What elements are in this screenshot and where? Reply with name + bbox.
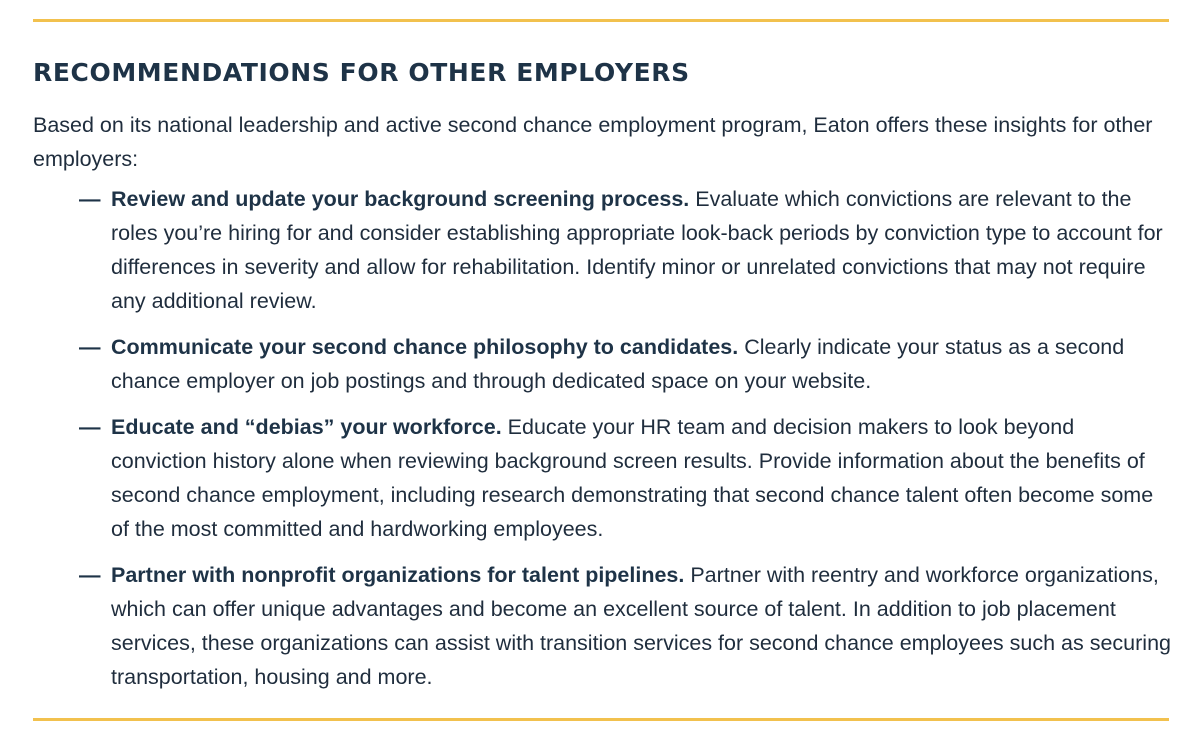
item-lead: Communicate your second chance philosophy to candidates. bbox=[111, 335, 745, 359]
item-text: Educate your HR team and decision makers to look beyond conviction history alone when reviewing background screen results. Provide information about the benefits of second chance employment, including research demonstrating that second chance talent often become some of the most committed and hardworking employees. bbox=[111, 415, 1154, 541]
bullet-dash: — bbox=[79, 563, 101, 587]
bullet-dash: — bbox=[79, 187, 101, 211]
item-lead: Partner with nonprofit organizations for talent pipelines. bbox=[111, 563, 691, 587]
item-text: Partner with reentry and workforce organizations, which can offer unique advantages and become an excellent source of talent. In addition to job placement services, these organizations can assist with transition services for second chance employees such as securing transportation, housing and more. bbox=[111, 563, 1171, 689]
list-item bbox=[79, 410, 1174, 546]
list-item bbox=[79, 330, 1174, 398]
recommendation-list bbox=[79, 182, 1174, 706]
list-item bbox=[79, 182, 1174, 318]
bullet-dash: — bbox=[79, 335, 101, 359]
list-item bbox=[79, 558, 1174, 694]
item-text: Clearly indicate your status as a second chance employer on job postings and through dedicated space on your website. bbox=[111, 335, 1125, 393]
item-text: Evaluate which convictions are relevant to the roles you’re hiring for and consider establishing appropriate look-back periods by conviction type to account for differences in severity and allow for rehabilitation. Identify minor or unrelated convictions that may not require any additional review. bbox=[111, 187, 1163, 313]
section-heading: RECOMMENDATIONS FOR OTHER EMPLOYERS bbox=[33, 58, 690, 87]
bottom-accent-rule bbox=[33, 718, 1169, 721]
bullet-dash: — bbox=[79, 415, 101, 439]
top-accent-rule bbox=[33, 19, 1169, 22]
intro-paragraph: Based on its national leadership and active second chance employment program, Eaton offers these insights for other employers: bbox=[33, 113, 1153, 171]
item-lead: Educate and “debias” your workforce. bbox=[111, 415, 508, 439]
item-lead: Review and update your background screening process. bbox=[111, 187, 696, 211]
